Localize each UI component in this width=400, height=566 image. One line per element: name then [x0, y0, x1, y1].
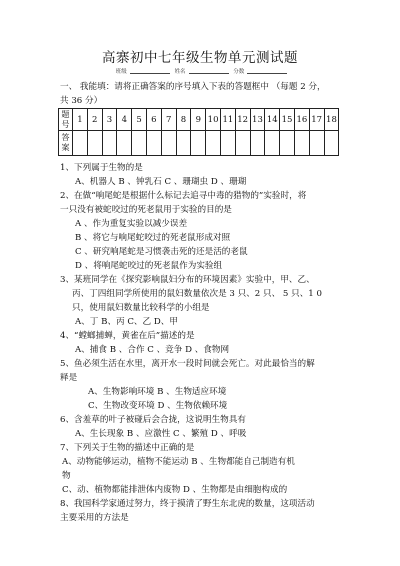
class-blank[interactable]: [130, 67, 170, 74]
section-1-heading: 一、 我能填：请将正确答案的序号填入下表的答题框中 （每题 2 分，: [60, 82, 326, 92]
question-1-options: A、机器人 B 、钟乳石 C 、珊瑚虫 D 、珊瑚: [75, 177, 247, 187]
question-7-option-cd: C、动、植物都能排泄体内废物 D 、生物都是由细胞构成的: [62, 485, 288, 495]
name-blank[interactable]: [189, 67, 229, 74]
question-number-cell: 2: [87, 109, 102, 131]
page-title: 高寨初中七年级生物单元测试题: [102, 50, 298, 66]
answer-cell[interactable]: [280, 131, 295, 156]
question-number-cell: 9: [191, 109, 206, 131]
class-label: 班级: [115, 69, 127, 75]
answer-cell[interactable]: [220, 131, 235, 156]
answer-cell[interactable]: [206, 131, 221, 156]
question-5-options-cd: C、生物改变环境 D 、生物依赖环境: [88, 401, 228, 411]
answer-cell[interactable]: [265, 131, 280, 156]
question-2-option-c: C 、研究响尾蛇是习惯袭击死的还是活的老鼠: [75, 247, 248, 257]
answer-cell[interactable]: [250, 131, 265, 156]
question-number-cell: 18: [324, 109, 339, 131]
question-5-line-2: 释是: [60, 373, 78, 383]
row-header-number: 题号: [59, 109, 73, 131]
answer-cell[interactable]: [161, 131, 176, 156]
answer-cell[interactable]: [146, 131, 161, 156]
question-number-cell: 6: [146, 109, 161, 131]
score-blank[interactable]: [247, 67, 287, 74]
question-6-options: A、生长现象 B 、应激性 C 、繁殖 D 、呼吸: [75, 429, 247, 439]
question-number-cell: 17: [309, 109, 324, 131]
question-number-cell: 4: [117, 109, 132, 131]
question-6: 6、含羞草的叶子被碰后会合拢，这说明生物具有: [60, 415, 246, 425]
answer-table-answer-row: [59, 131, 339, 156]
answer-cell[interactable]: [117, 131, 132, 156]
question-number-cell: 5: [132, 109, 147, 131]
question-5-options-ab: A、生物影响环境 B 、生物适应环境: [88, 387, 227, 397]
answer-cell[interactable]: [132, 131, 147, 156]
question-5-line-1: 5、鱼必须生活在水里，离开水一段时间就会死亡。对此最恰当的解: [60, 359, 315, 369]
question-number-cell: 14: [265, 109, 280, 131]
section-1-points: 共 36 分）: [60, 96, 103, 106]
question-7: 7、下列关于生物的描述中正确的是: [60, 443, 195, 453]
question-1: 1、下列属于生物的是: [60, 163, 143, 173]
question-number-cell: 1: [73, 109, 88, 131]
question-2-option-d: D 、将响尾蛇咬过的死老鼠作为实验组: [75, 261, 223, 271]
question-4-options: A、捕食 B 、合作 C 、竞争 D 、食物网: [75, 345, 230, 355]
answer-cell[interactable]: [309, 131, 324, 156]
answer-cell[interactable]: [294, 131, 309, 156]
question-7-option-ab-cont: 物: [62, 471, 71, 481]
question-3-options: A、丁 B、丙 C、乙 D、甲: [75, 317, 178, 327]
question-3-line-3: 只，使用鼠妇数量比较科学的小组是: [72, 303, 210, 313]
question-number-cell: 11: [220, 109, 235, 131]
student-info-line: [0, 67, 400, 75]
question-8-line-2: 主要采用的方法是: [60, 513, 129, 523]
question-2-option-b: B 、将它与响尾蛇咬过的死老鼠形成对照: [75, 233, 231, 243]
answer-cell[interactable]: [324, 131, 339, 156]
question-number-cell: 16: [294, 109, 309, 131]
question-number-cell: 10: [206, 109, 221, 131]
name-label: 姓名: [174, 69, 186, 75]
answer-cell[interactable]: [102, 131, 117, 156]
question-2-line-2: 一只没有被蛇咬过的死老鼠用于实验的目的是: [60, 205, 232, 215]
question-3-line-2: 丙、丁四组同学所使用的鼠妇数量依次是 3 只、2 只、 5 只、1 0: [72, 289, 322, 299]
score-label: 分数: [233, 69, 245, 75]
question-number-cell: 13: [250, 109, 265, 131]
answer-table: [58, 108, 339, 156]
question-number-cell: 7: [161, 109, 176, 131]
row-header-answer: 答案: [59, 131, 73, 156]
question-3-line-1: 3、某班同学在《探究影响鼠妇分布的环境因素》实验中，甲、乙、: [60, 275, 315, 285]
question-8-line-1: 8、我国科学家通过努力，终于摸清了野生东北虎的数量，这项活动: [60, 499, 315, 509]
answer-cell[interactable]: [191, 131, 206, 156]
answer-cell[interactable]: [87, 131, 102, 156]
question-2-line-1: 2、在做“响尾蛇是根据什么标记去追寻中毒的猎物的”实验时，将: [60, 191, 307, 201]
question-number-cell: 15: [280, 109, 295, 131]
question-number-cell: 8: [176, 109, 191, 131]
question-4: 4、“螳螂捕蝉，黄雀在后”描述的是: [60, 331, 195, 341]
answer-table-number-row: [59, 109, 339, 131]
question-7-option-ab: A、动物能够运动，植物不能运动 B 、生物都能自己制造有机: [62, 457, 295, 467]
answer-cell[interactable]: [73, 131, 88, 156]
answer-cell[interactable]: [235, 131, 250, 156]
question-number-cell: 12: [235, 109, 250, 131]
question-2-option-a: A 、作为重复实验以减少误差: [75, 219, 188, 229]
answer-cell[interactable]: [176, 131, 191, 156]
question-number-cell: 3: [102, 109, 117, 131]
